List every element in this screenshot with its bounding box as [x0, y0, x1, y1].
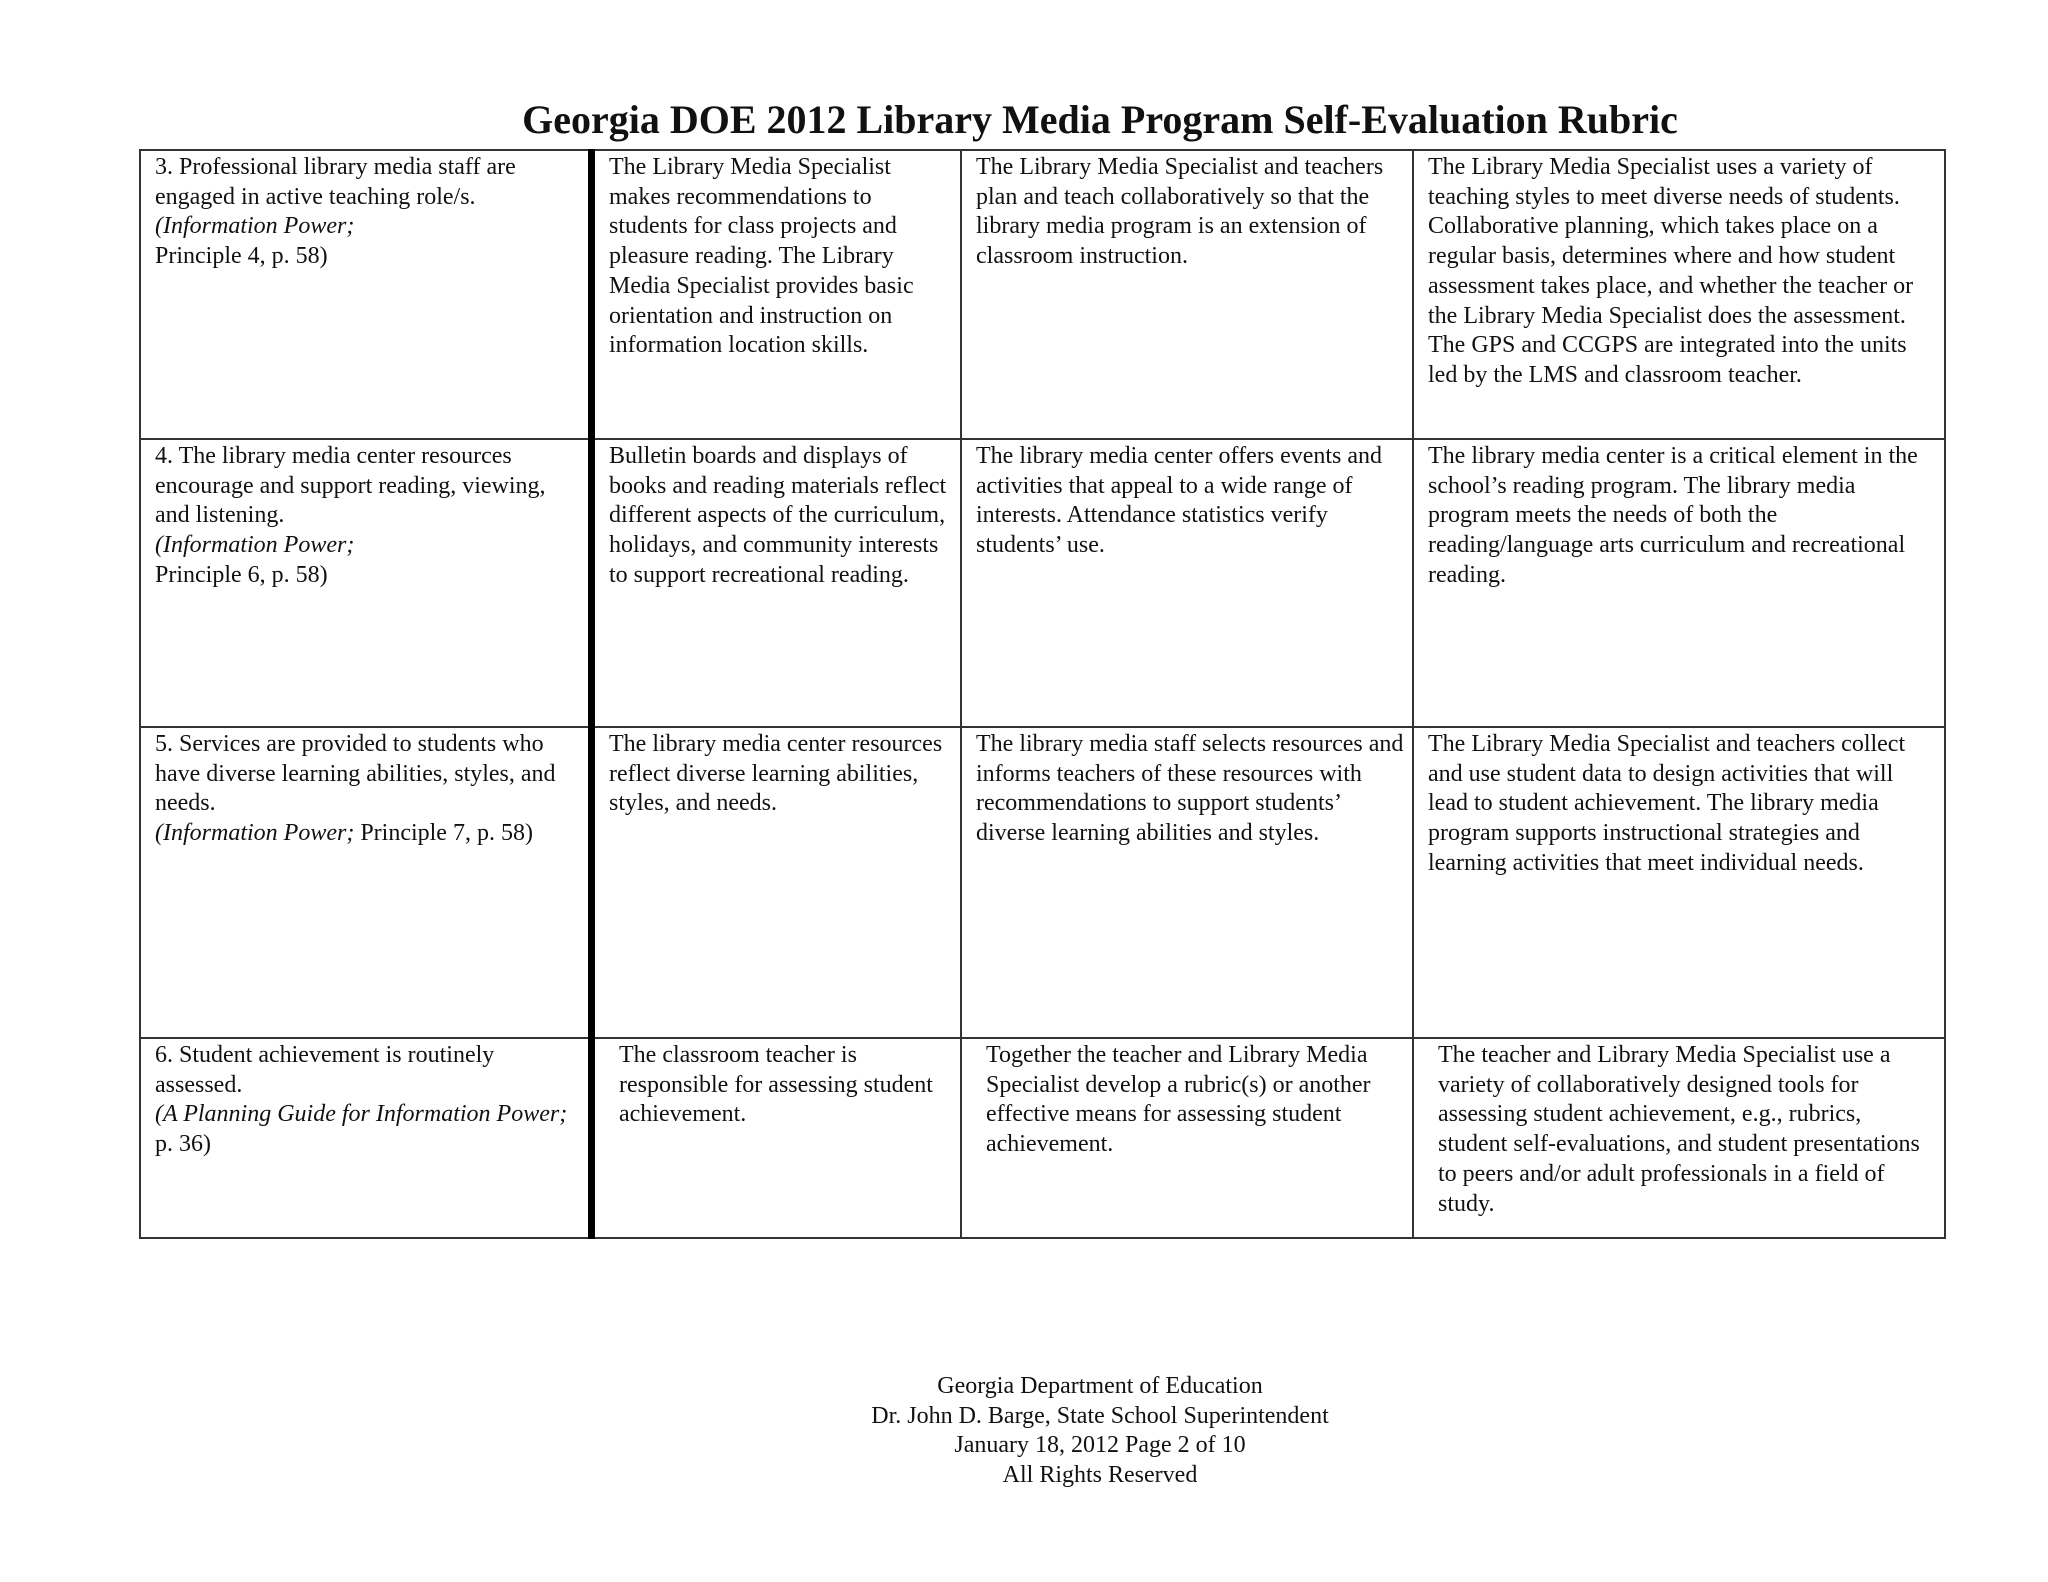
level-proficient-cell: The library media staff selects resources and informs teachers of these resources with recommendations to support students’ diverse learning abilities and styles.: [961, 727, 1413, 1038]
criterion-text: 5. Services are provided to students who have diverse learning abilities, styles, and needs.: [155, 731, 556, 817]
criterion-cell: [140, 1038, 592, 1238]
table-row: [140, 150, 1945, 439]
footer-organization: Georgia Department of Education: [937, 1373, 1263, 1399]
level-proficient-cell: The library media center offers events and activities that appeal to a wide range of interests. Attendance statistics verify students’ use.: [961, 439, 1413, 727]
criterion-cell: [140, 150, 592, 439]
level-proficient-cell: Together the teacher and Library Media Specialist develop a rubric(s) or another effective means for assessing student achievement.: [961, 1038, 1413, 1238]
citation-italic: (Information Power;: [155, 213, 355, 240]
level-exemplary-cell: The Library Media Specialist uses a variety of teaching styles to meet diverse needs of students. Collaborative planning, which takes place on a regular basis, determines where and how student assessment takes place, and whether the teacher or the Library Media Specialist does the assessment. The GPS and CCGPS are integrated into the units led by the LMS and classroom teacher.: [1413, 150, 1945, 439]
level-basic-cell: The Library Media Specialist makes recommendations to students for class projects and pleasure reading. The Library Media Specialist provides basic orientation and instruction on information location skills.: [592, 150, 962, 439]
page-footer: [0, 1372, 2048, 1490]
level-basic-cell: Bulletin boards and displays of books and reading materials reflect different aspects of the curriculum, holidays, and community interests to support recreational reading.: [592, 439, 962, 727]
citation-text: Principle 6, p. 58): [155, 561, 328, 588]
footer-date-page: January 18, 2012 Page 2 of 10: [954, 1432, 1246, 1458]
citation-text: Principle 7, p. 58): [354, 820, 533, 847]
level-basic-cell: The library media center resources reflect diverse learning abilities, styles, and needs.: [592, 727, 962, 1038]
level-basic-cell: The classroom teacher is responsible for assessing student achievement.: [592, 1038, 962, 1238]
table-row: [140, 727, 1945, 1038]
criterion-cell: [140, 727, 592, 1038]
citation-italic: (Information Power;: [155, 532, 355, 559]
level-exemplary-cell: The teacher and Library Media Specialist use a variety of collaboratively designed tools for assessing student achievement, e.g., rubrics, student self-evaluations, and student presentations to peers and/or adult professionals in a field of study.: [1413, 1038, 1945, 1238]
citation-text: Principle 4, p. 58): [155, 243, 328, 270]
criterion-text: 3. Professional library media staff are engaged in active teaching role/s.: [155, 154, 516, 210]
rubric-table: [139, 149, 1946, 1239]
level-exemplary-cell: The Library Media Specialist and teachers collect and use student data to design activities that will lead to student achievement. The library media program supports instructional strategies and learning activities that meet individual needs.: [1413, 727, 1945, 1038]
criterion-text: 6. Student achievement is routinely assessed.: [155, 1042, 495, 1098]
table-row: [140, 439, 1945, 727]
criterion-text: 4. The library media center resources encourage and support reading, viewing, and listening.: [155, 443, 546, 529]
level-proficient-cell: The Library Media Specialist and teachers plan and teach collaboratively so that the library media program is an extension of classroom instruction.: [961, 150, 1413, 439]
level-exemplary-cell: The library media center is a critical element in the school’s reading program. The library media program meets the needs of both the reading/language arts curriculum and recreational reading.: [1413, 439, 1945, 727]
citation-italic: (A Planning Guide for Information Power;: [155, 1101, 568, 1128]
footer-rights: All Rights Reserved: [1002, 1461, 1198, 1488]
footer-superintendent: Dr. John D. Barge, State School Superintendent: [871, 1402, 1329, 1429]
table-row: [140, 1038, 1945, 1238]
criterion-cell: [140, 439, 592, 727]
citation-text: p. 36): [155, 1131, 211, 1158]
page-title: Georgia DOE 2012 Library Media Program Self-Evaluation Rubric: [522, 97, 1678, 142]
citation-italic: (Information Power;: [155, 820, 355, 847]
